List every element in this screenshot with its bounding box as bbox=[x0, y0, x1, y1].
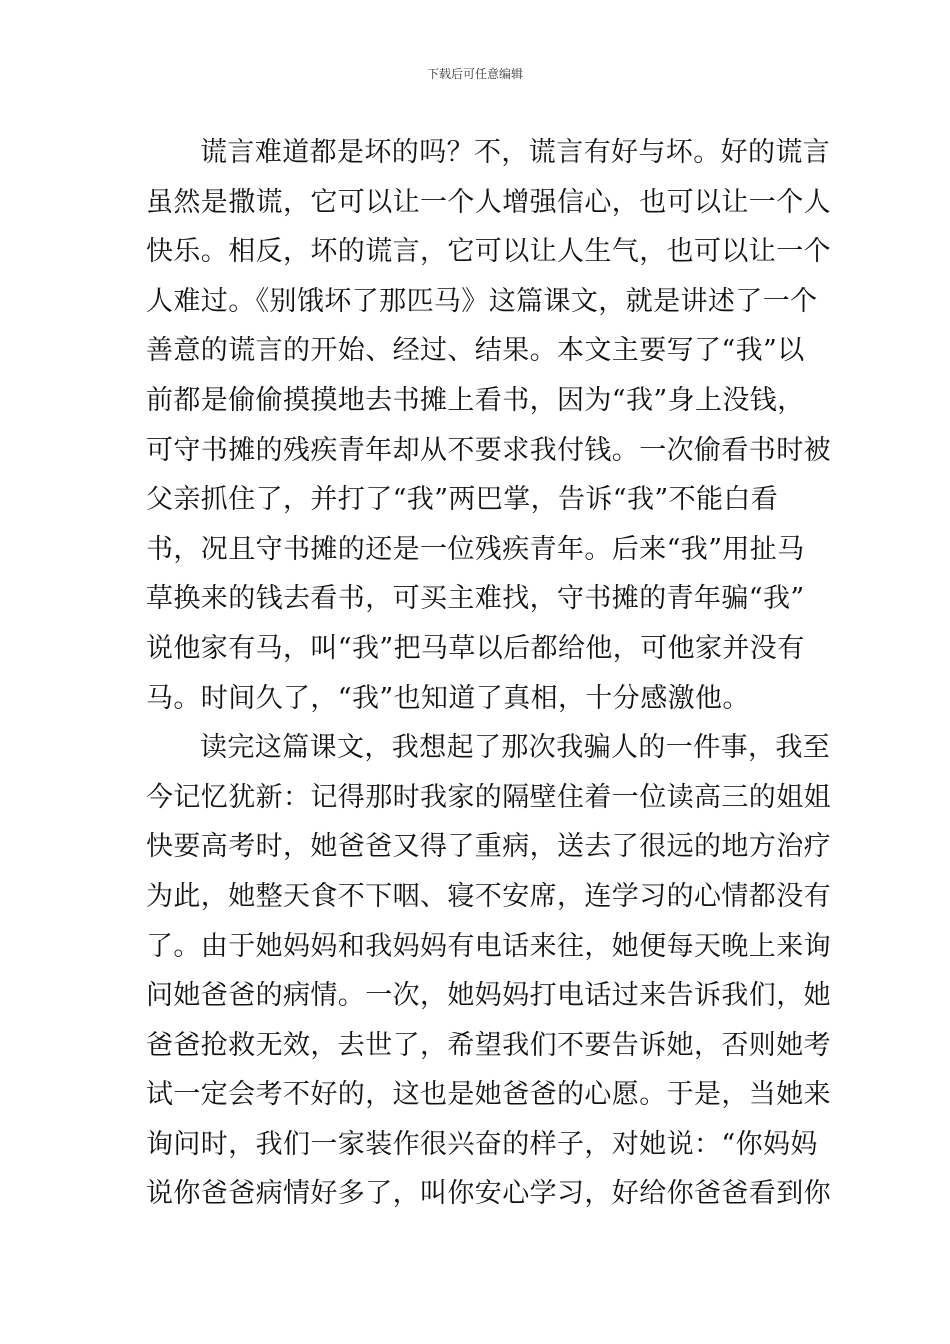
text-line: 说你爸爸病情好多了，叫你安心学习，好给你爸爸看到你 bbox=[146, 1178, 831, 1210]
paragraph-2 bbox=[146, 723, 831, 1219]
text-line: 父亲抓住了，并打了“我”两巴掌，告诉“我”不能白看 bbox=[146, 484, 779, 516]
paragraph-1 bbox=[146, 128, 831, 723]
text-line: 谎言难道都是坏的吗？不，谎言有好与坏。好的谎言 bbox=[200, 137, 831, 168]
text-line: 询问时，我们一家装作很兴奋的样子，对她说：“你妈妈 bbox=[146, 1128, 818, 1160]
text-line: 快要高考时，她爸爸又得了重病，送去了很远的地方治疗 bbox=[146, 831, 831, 863]
text-line: 试一定会考不好的，这也是她爸爸的心愿。于是，当她来 bbox=[146, 1079, 831, 1111]
text-line: 书，况且守书摊的还是一位残疾青年。后来“我”用扯马 bbox=[146, 533, 805, 565]
text-line: 人难过。《别饿坏了那匹马》这篇课文，就是讲述了一个 bbox=[146, 285, 818, 317]
text-line: 快乐。相反，坏的谎言，它可以让人生气，也可以让一个 bbox=[146, 236, 831, 268]
text-line: 问她爸爸的病情。一次，她妈妈打电话过来告诉我们，她 bbox=[146, 980, 831, 1012]
text-line: 草换来的钱去看书，可买主难找，守书摊的青年骗“我” bbox=[146, 583, 805, 615]
text-line: 了。由于她妈妈和我妈妈有电话来往，她便每天晚上来询 bbox=[146, 930, 831, 962]
text-line: 为此，她整天食不下咽、寝不安席，连学习的心情都没有 bbox=[146, 880, 831, 912]
text-line: 可守书摊的残疾青年却从不要求我付钱。一次偷看书时被 bbox=[146, 434, 831, 466]
text-line: 前都是偷偷摸摸地去书摊上看书，因为“我”身上没钱， bbox=[146, 384, 805, 416]
document-body bbox=[146, 128, 831, 1219]
text-line: 爸爸抢救无效，去世了，希望我们不要告诉她，否则她考 bbox=[146, 1029, 831, 1061]
text-line: 今记忆犹新：记得那时我家的隔壁住着一位读高三的姐姐 bbox=[146, 781, 831, 813]
page-header: 下载后可任意编辑 bbox=[426, 67, 523, 81]
text-line: 善意的谎言的开始、经过、结果。本文主要写了“我”以 bbox=[146, 335, 805, 367]
text-line: 马。时间久了，“我”也知道了真相，十分感激他。 bbox=[146, 682, 750, 714]
text-line: 读完这篇课文，我想起了那次我骗人的一件事，我至 bbox=[200, 732, 831, 764]
text-line: 说他家有马，叫“我”把马草以后都给他，可他家并没有 bbox=[146, 632, 805, 664]
text-line: 虽然是撒谎，它可以让一个人增强信心，也可以让一个人 bbox=[146, 186, 831, 218]
